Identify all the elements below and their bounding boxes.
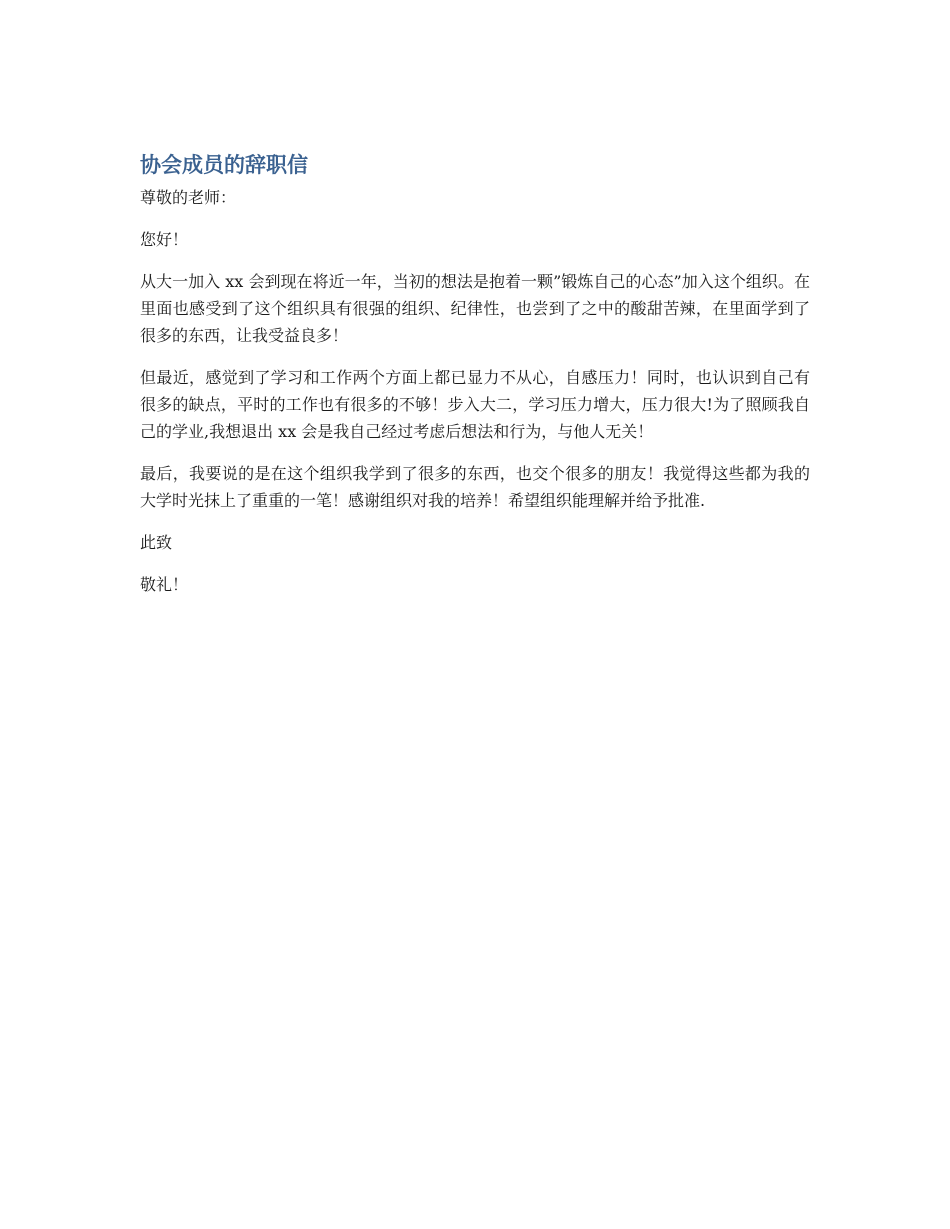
body-paragraph-3: 最后，我要说的是在这个组织我学到了很多的东西，也交个很多的朋友！我觉得这些都为我的大学时光抹上了重重的一笔！感谢组织对我的培养！希望组织能理解并给予批准. bbox=[140, 464, 810, 510]
closing-line-2: 敬礼！ bbox=[140, 575, 189, 594]
greeting: 您好！ bbox=[140, 230, 189, 249]
body-paragraph-1: 从大一加入 xx 会到现在将近一年，当初的想法是抱着一颗”锻炼自己的心态”加入这个组织。在里面也感受到了这个组织具有很强的组织、纪律性，也尝到了之中的酸甜苦辣，在里面学到了很多的东西，让我受益良多！ bbox=[140, 272, 810, 345]
salutation: 尊敬的老师： bbox=[140, 188, 237, 207]
document-title: 协会成员的辞职信 bbox=[140, 153, 308, 177]
closing-line-1: 此致 bbox=[140, 533, 173, 552]
document-body bbox=[140, 150, 810, 613]
body-paragraph-2: 但最近，感觉到了学习和工作两个方面上都已显力不从心，自感压力！同时，也认识到自己有很多的缺点，平时的工作也有很多的不够！步入大二，学习压力增大，压力很大!为了照顾我自己的学业,我想退出 xx 会是我自己经过考虑后想法和行为，与他人无关！ bbox=[140, 368, 810, 441]
